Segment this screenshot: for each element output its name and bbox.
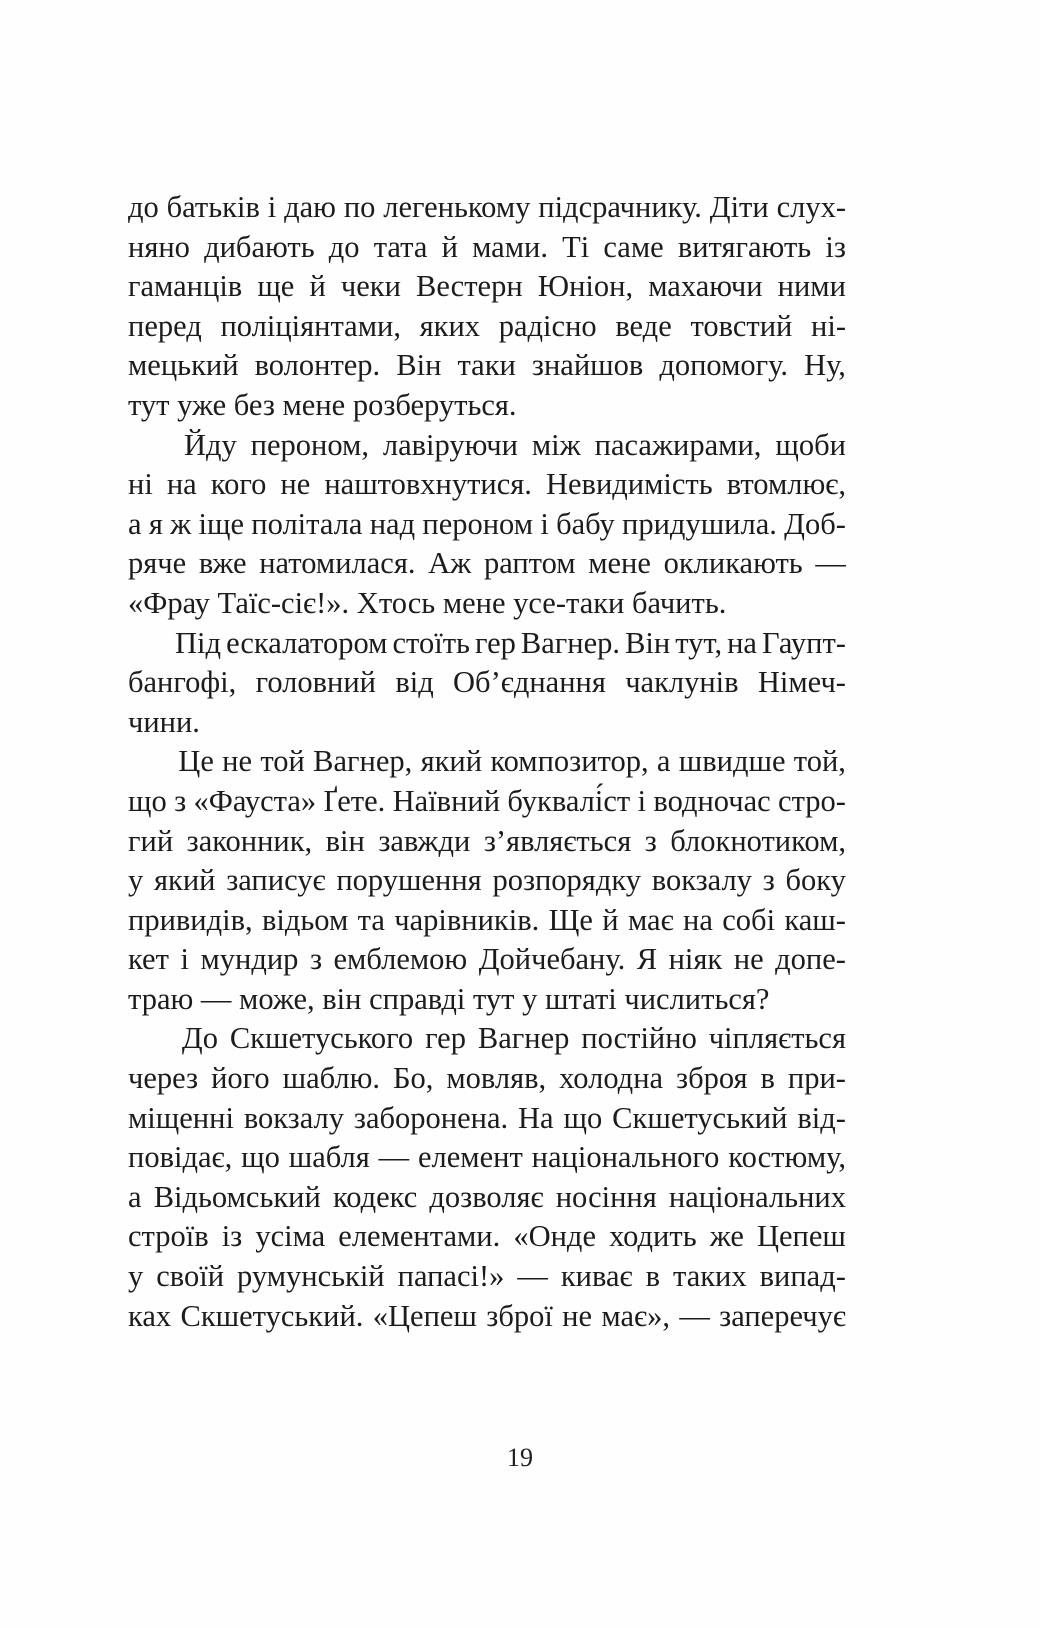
- text-line: [128, 1257, 846, 1297]
- word: національного: [531, 1140, 720, 1175]
- word: наштовхнутися.: [324, 467, 532, 502]
- word: чаклунів: [625, 665, 739, 700]
- text-line: [128, 901, 846, 941]
- word: емблемою: [333, 942, 468, 977]
- word: чеки: [340, 269, 401, 304]
- word: повідає,: [128, 1140, 233, 1175]
- word: між: [531, 427, 581, 462]
- word: строїв: [128, 1219, 209, 1254]
- word: знайшов: [531, 348, 644, 383]
- word: Він: [396, 348, 442, 383]
- word: на: [727, 625, 757, 660]
- word: Вагнер.: [520, 625, 621, 660]
- word: волонтер.: [254, 348, 381, 383]
- page-number: 19: [507, 1443, 533, 1472]
- word: бангофі,: [128, 665, 237, 700]
- word: допе-: [775, 942, 846, 977]
- word: холодна: [559, 1061, 664, 1096]
- word: записує: [226, 863, 326, 898]
- word: лавіруючи: [382, 427, 518, 462]
- word: в: [645, 1259, 661, 1294]
- word: втомлює,: [726, 467, 846, 502]
- word: на: [683, 902, 713, 937]
- word: шабля: [288, 1140, 370, 1175]
- word: до: [128, 190, 159, 224]
- word: натомилася.: [259, 546, 416, 581]
- word: Бо,: [393, 1061, 434, 1096]
- text-line: [128, 1178, 846, 1218]
- text-line: [128, 1059, 846, 1099]
- word: Аж: [428, 546, 472, 581]
- word: із: [221, 1219, 243, 1254]
- word: пероном,: [250, 427, 369, 462]
- word: Доб-: [784, 506, 846, 541]
- word: мене: [588, 546, 651, 581]
- word: при-: [787, 1061, 846, 1096]
- text-line: [128, 584, 846, 624]
- word: До: [181, 1021, 218, 1056]
- word: з: [644, 823, 657, 858]
- word: гаманців: [128, 269, 243, 304]
- word: і: [180, 942, 189, 977]
- word: не: [562, 1298, 593, 1333]
- word: над: [369, 506, 416, 541]
- word: «Онде: [513, 1219, 596, 1254]
- word: Діти: [709, 190, 769, 224]
- word: ні-: [811, 308, 846, 343]
- word: Скшетуського: [229, 1021, 414, 1056]
- paragraph: [128, 742, 846, 1019]
- word: гер: [425, 1021, 466, 1056]
- word: водночас: [653, 783, 771, 818]
- word: розпорядку: [492, 863, 641, 898]
- word: який: [420, 744, 483, 779]
- word: ж: [170, 506, 192, 541]
- word: каш-: [784, 902, 846, 937]
- word: а: [656, 744, 671, 779]
- word: порушення: [336, 863, 482, 898]
- text-line: [128, 465, 846, 505]
- word: заборонена.: [353, 1100, 509, 1135]
- word: Ґете.: [323, 783, 386, 818]
- word: міщенні: [128, 1100, 234, 1135]
- paragraph: [128, 1019, 846, 1336]
- word: мундир: [200, 942, 299, 977]
- word: —: [679, 1298, 710, 1333]
- word: товстий: [690, 308, 793, 343]
- word: й: [309, 269, 326, 304]
- first-line-indent: [128, 742, 170, 782]
- word: і: [637, 783, 647, 818]
- word: і: [267, 190, 277, 224]
- first-line-indent: [128, 624, 170, 664]
- word: ходить: [609, 1219, 697, 1254]
- word: носіння: [555, 1179, 657, 1214]
- word: з’являється: [483, 823, 632, 858]
- word: яких: [419, 308, 481, 343]
- word: від-: [797, 1100, 846, 1135]
- page-text-block: [128, 188, 846, 1336]
- word: від: [395, 665, 434, 700]
- word: по: [343, 190, 376, 224]
- word: бабу: [556, 506, 615, 541]
- text-line: [128, 1138, 846, 1178]
- word: же: [709, 1219, 744, 1254]
- word: Вестерн: [416, 269, 523, 304]
- line-text: траю — може, він справді тут у штаті числиться?: [128, 981, 770, 1016]
- word: до: [328, 229, 360, 264]
- word: Вагнер: [477, 1021, 570, 1056]
- word: елемент: [418, 1140, 523, 1175]
- text-line: [128, 228, 846, 268]
- word: й: [602, 902, 619, 937]
- word: дозволяє: [429, 1179, 544, 1214]
- word: Німеч-: [757, 665, 846, 700]
- word: махаючи: [648, 269, 763, 304]
- word: заперечує: [719, 1298, 846, 1333]
- word: Наївний: [392, 783, 501, 818]
- word: головний: [255, 665, 376, 700]
- word: шаблю.: [282, 1061, 381, 1096]
- word: чарівників.: [394, 902, 540, 937]
- word: законник,: [186, 823, 313, 858]
- word: допомогу.: [659, 348, 788, 383]
- text-line: [128, 1099, 846, 1139]
- word: витягають: [677, 229, 812, 264]
- text-line: [128, 386, 846, 426]
- word: тут,: [675, 625, 723, 660]
- word: щоби: [775, 427, 846, 462]
- word: ні: [128, 467, 153, 502]
- word: має: [627, 902, 674, 937]
- word: усіма: [255, 1219, 326, 1254]
- word: привидів,: [128, 902, 253, 937]
- word: він: [325, 823, 365, 858]
- word: національних: [668, 1179, 846, 1214]
- word: відьом: [262, 902, 349, 937]
- word: і: [540, 506, 549, 541]
- word: вокзалу: [243, 1100, 345, 1135]
- word: пасажирами,: [594, 427, 762, 462]
- word: ніяк: [668, 942, 723, 977]
- word: у: [128, 863, 144, 898]
- word: киває: [560, 1259, 633, 1294]
- text-line: [128, 1019, 846, 1059]
- line-text: «Фрау Таїс-сіє!». Хтось мене усе-таки бачить.: [128, 585, 727, 620]
- word: вокзалу: [651, 863, 752, 898]
- word: швидше: [678, 744, 786, 779]
- word: підсрачнику.: [538, 190, 702, 224]
- text-line: [128, 505, 846, 545]
- word: —: [815, 546, 846, 581]
- word: вже: [198, 546, 247, 581]
- word: ними: [777, 269, 846, 304]
- text-line: [128, 861, 846, 901]
- first-line-indent: [128, 1019, 170, 1059]
- word: окликають: [663, 546, 803, 581]
- word: собі: [722, 902, 776, 937]
- word: мецький: [128, 348, 239, 383]
- word: На: [518, 1100, 554, 1135]
- word: даю: [284, 190, 336, 224]
- word: перед: [128, 308, 202, 343]
- word: —: [517, 1259, 548, 1294]
- word: що: [241, 1140, 280, 1175]
- text-line: [128, 1297, 846, 1337]
- word: через: [128, 1061, 199, 1096]
- word: кет: [128, 942, 169, 977]
- word: ескалатором: [226, 625, 388, 660]
- word: своїй: [156, 1259, 225, 1294]
- word: стоїть: [392, 625, 470, 660]
- word: елементами.: [338, 1219, 501, 1254]
- word: тата: [373, 229, 428, 264]
- word: гий: [128, 823, 174, 858]
- word: «Фауста»: [193, 783, 317, 818]
- word: ще: [257, 269, 295, 304]
- text-line: [128, 782, 846, 822]
- word: Дойчебану.: [478, 942, 626, 977]
- word: слух-: [776, 190, 846, 224]
- word: Юніон,: [537, 269, 634, 304]
- word: Ще: [548, 902, 593, 937]
- word: не: [733, 942, 764, 977]
- word: не: [222, 744, 253, 779]
- word: який: [154, 863, 216, 898]
- word: його: [211, 1061, 270, 1096]
- word: що: [563, 1100, 603, 1135]
- word: політала: [251, 506, 363, 541]
- word: з: [174, 783, 187, 818]
- word: композитор,: [490, 744, 649, 779]
- word: зброї: [486, 1298, 553, 1333]
- word: Я: [636, 942, 658, 977]
- text-line: [128, 188, 846, 228]
- word: няно: [128, 229, 190, 264]
- word: той,: [793, 744, 846, 779]
- word: іще: [198, 506, 244, 541]
- line-text: тут уже без мене розберуться.: [128, 387, 517, 422]
- word: стро-: [778, 783, 846, 818]
- word: а: [128, 1179, 142, 1214]
- text-line: [128, 663, 846, 703]
- word: гер: [474, 625, 516, 660]
- word: веде: [615, 308, 672, 343]
- text-line: [128, 346, 846, 386]
- word: Ну,: [804, 348, 846, 383]
- word: Він: [625, 625, 671, 660]
- word: легенькому: [383, 190, 531, 224]
- paragraph: [128, 624, 846, 743]
- word: Скшетуський.: [180, 1298, 364, 1333]
- word: Цепеш: [756, 1219, 846, 1254]
- word: мами.: [472, 229, 548, 264]
- word: випад-: [759, 1259, 846, 1294]
- word: румунській: [237, 1259, 385, 1294]
- word: що: [128, 783, 167, 818]
- word: ках: [128, 1298, 172, 1333]
- word: Це: [178, 744, 214, 779]
- word: Відьомський: [153, 1179, 321, 1214]
- text-line: [128, 703, 846, 743]
- word: той: [260, 744, 305, 779]
- text-line: [128, 822, 846, 862]
- word: постійно: [581, 1021, 697, 1056]
- text-line: [128, 307, 846, 347]
- word: Вагнер,: [313, 744, 413, 779]
- word: та: [357, 902, 385, 937]
- word: батьків: [166, 190, 260, 224]
- word: Гаупт-: [762, 625, 846, 660]
- word: Скшетуський: [612, 1100, 788, 1135]
- word: «Цепеш: [372, 1298, 477, 1333]
- first-line-indent: [128, 426, 170, 466]
- word: буквалі́ст: [507, 783, 631, 818]
- word: Під: [175, 625, 222, 660]
- word: костюму,: [728, 1140, 846, 1175]
- word: кого: [210, 467, 267, 502]
- text-line: [128, 267, 846, 307]
- word: дибають: [204, 229, 315, 264]
- word: мовляв,: [446, 1061, 547, 1096]
- word: блокнотиком,: [670, 823, 846, 858]
- word: в: [760, 1061, 775, 1096]
- text-line: [128, 624, 846, 664]
- word: радісно: [498, 308, 597, 343]
- paragraph: [128, 188, 846, 426]
- word: з: [762, 863, 775, 898]
- word: —: [378, 1140, 410, 1175]
- word: Невидимість: [545, 467, 713, 502]
- word: пероном: [422, 506, 534, 541]
- word: має»,: [601, 1298, 670, 1333]
- word: Йду: [183, 427, 237, 462]
- word: таки: [457, 348, 516, 383]
- word: папасі!»: [397, 1259, 505, 1294]
- text-line: [128, 940, 846, 980]
- paragraph: [128, 426, 846, 624]
- text-line: [128, 742, 846, 782]
- word: у: [128, 1259, 144, 1294]
- word: таких: [673, 1259, 747, 1294]
- word: з: [309, 942, 322, 977]
- word: кодекс: [332, 1179, 418, 1214]
- word: боку: [785, 863, 846, 898]
- word: чіпляється: [708, 1021, 846, 1056]
- word: Об’єднання: [453, 665, 606, 700]
- word: й: [441, 229, 458, 264]
- word: із: [825, 229, 846, 264]
- word: не: [280, 467, 311, 502]
- word: раптом: [483, 546, 576, 581]
- word: Ті: [562, 229, 590, 264]
- line-text: чини.: [128, 704, 200, 739]
- word: на: [166, 467, 197, 502]
- word: поліціянтами,: [220, 308, 401, 343]
- text-line: [128, 544, 846, 584]
- word: придушила.: [622, 506, 777, 541]
- word: завжди: [378, 823, 471, 858]
- word: саме: [603, 229, 664, 264]
- word: ряче: [128, 546, 187, 581]
- word: зброя: [676, 1061, 748, 1096]
- text-line: [128, 980, 846, 1020]
- word: я: [148, 506, 163, 541]
- text-line: [128, 426, 846, 466]
- text-line: [128, 1217, 846, 1257]
- word: а: [128, 506, 142, 541]
